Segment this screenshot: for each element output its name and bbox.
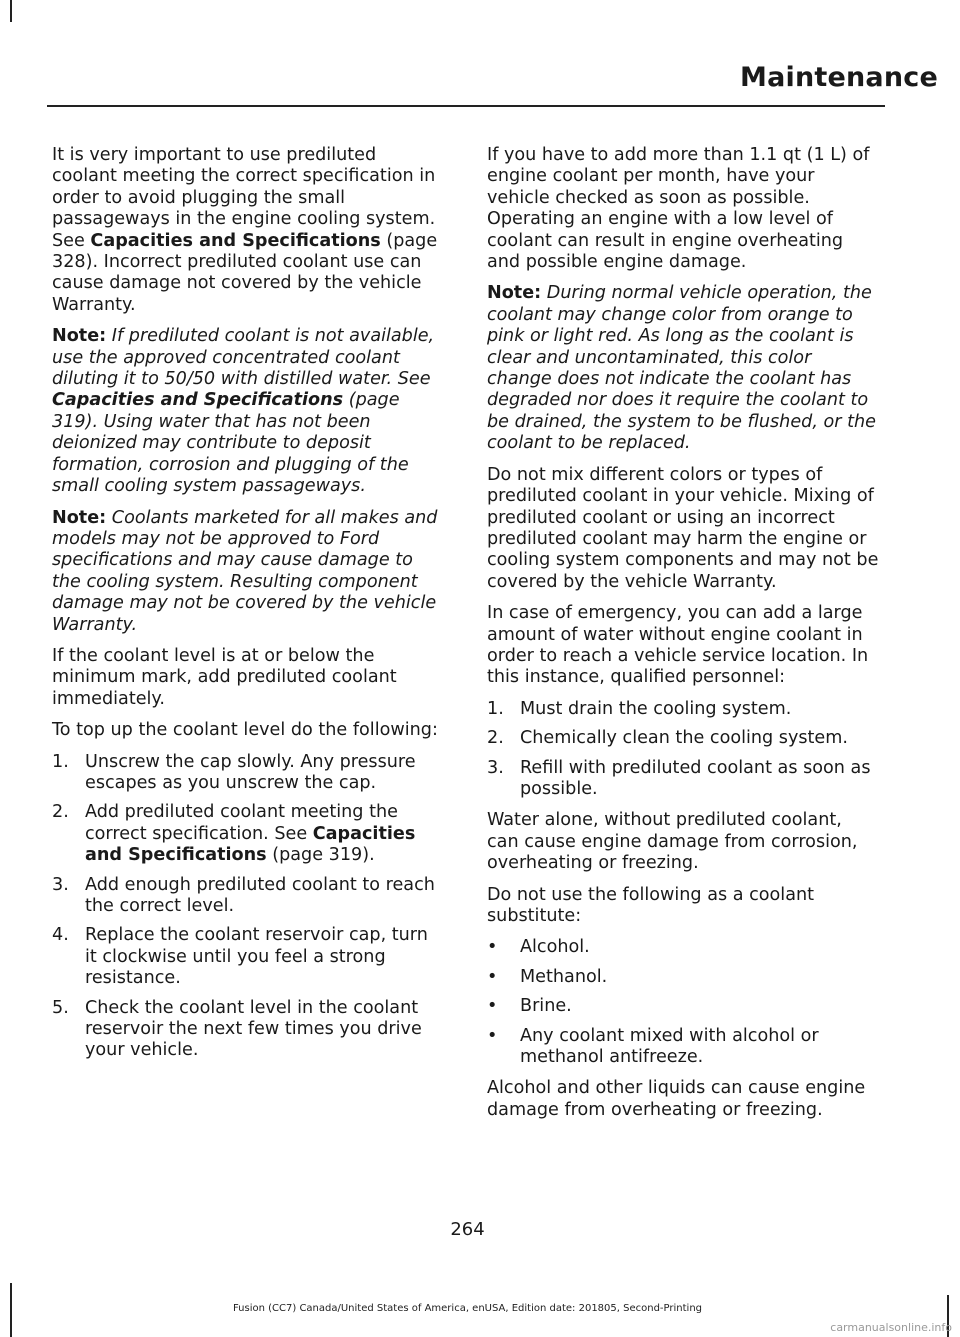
list-item: 2. Add prediluted coolant meeting the correct specification. See Capacities and Specifications (page 319).	[52, 802, 416, 866]
note-label: Note:	[52, 326, 107, 347]
paragraph: If the coolant level is at or below the minimum mark, add prediluted coolant immediately.	[52, 645, 397, 709]
numbered-list	[52, 752, 444, 1062]
note-label: Note:	[52, 507, 107, 528]
list-item: 3. Add enough prediluted coolant to reach the correct level.	[52, 874, 435, 916]
list-item: 3. Refill with prediluted coolant as soon as possible.	[487, 757, 871, 799]
list-item: 1. Must drain the cooling system.	[487, 698, 792, 719]
cross-reference-link[interactable]: Capacities and Specifications	[90, 230, 381, 251]
paragraph: Alcohol and other liquids can cause engine damage from overheating or freezing.	[487, 1078, 866, 1120]
cross-reference-link[interactable]: Capacities and Specifications	[52, 390, 344, 411]
paragraph: To top up the coolant level do the following:	[52, 720, 438, 741]
note-label: Note:	[487, 283, 542, 304]
note-paragraph: Note: If prediluted coolant is not available, use the approved concentrated coolant diluting it to 50/50 with distilled water. See Capacities and Specifications (page 319). Using water that has not been deionized may contribute to deposit formation, corrosion and plugging of the small cooling system passageways.	[52, 326, 435, 497]
bullet-list	[487, 937, 879, 1068]
paragraph: Water alone, without prediluted coolant, can cause engine damage from corrosion, overheating or freezing.	[487, 810, 858, 874]
crop-mark-top-left-vertical	[10, 0, 12, 22]
bullet-icon: •	[487, 966, 498, 987]
bullet-icon: •	[487, 1025, 498, 1046]
right-column	[487, 145, 879, 1131]
note-paragraph: Note: During normal vehicle operation, the coolant may change color from orange to pink or light red. As long as the coolant is clear and uncontaminated, this color change does not indicate the coolant has degraded nor does it require the coolant to be drained, the system to be flushed, or the coolant to be replaced.	[487, 283, 876, 454]
list-item: • Methanol.	[487, 966, 608, 987]
watermark: carmanualsonline.info	[830, 1321, 952, 1334]
header-divider	[47, 105, 885, 107]
list-item: • Alcohol.	[487, 937, 590, 958]
paragraph: It is very important to use prediluted coolant meeting the correct specification in order to avoid plugging the small passageways in the engine cooling system. See Capacities and Specifications (page 328). Incorrect prediluted coolant use can cause damage not covered by the vehicle Warranty.	[52, 145, 438, 315]
list-item: • Brine.	[487, 996, 572, 1017]
cross-reference-link[interactable]: Capacities and Specifications	[85, 823, 416, 866]
page-number: 264	[450, 1219, 485, 1240]
list-item: 4. Replace the coolant reservoir cap, turn it clockwise until you feel a strong resistance.	[52, 925, 428, 989]
left-column	[52, 145, 444, 1072]
bullet-icon: •	[487, 937, 498, 958]
footer-edition-info: Fusion (CC7) Canada/United States of America, enUSA, Edition date: 201805, Second-Printing	[232, 1303, 703, 1314]
list-item: 5. Check the coolant level in the coolant reservoir the next few times you drive your vehicle.	[52, 997, 422, 1061]
list-item: 1. Unscrew the cap slowly. Any pressure escapes as you unscrew the cap.	[52, 751, 416, 793]
paragraph: Do not mix different colors or types of prediluted coolant in your vehicle. Mixing of prediluted coolant or using an incorrect prediluted coolant may harm the engine or cooling system components and may not be covered by the vehicle Warranty.	[487, 464, 879, 592]
page-title: Maintenance	[740, 62, 938, 93]
list-item: 2. Chemically clean the cooling system.	[487, 728, 848, 749]
bullet-icon: •	[487, 996, 498, 1017]
paragraph: Do not use the following as a coolant substitute:	[487, 884, 815, 926]
numbered-list	[487, 699, 879, 801]
note-paragraph: Note: Coolants marketed for all makes and models may not be approved to Ford specifications and may cause damage to the cooling system. Resulting component damage may not be covered by the vehicle Warranty.	[52, 507, 438, 635]
list-item: • Any coolant mixed with alcohol or methanol antifreeze.	[487, 1025, 819, 1068]
paragraph: In case of emergency, you can add a large amount of water without engine coolant in order to reach a vehicle service location. In this instance, qualified personnel:	[487, 603, 869, 688]
paragraph: If you have to add more than 1.1 qt (1 L) of engine coolant per month, have your vehicle checked as soon as possible. Operating an engine with a low level of coolant can result in engine overheating and possible engine damage.	[487, 145, 870, 273]
